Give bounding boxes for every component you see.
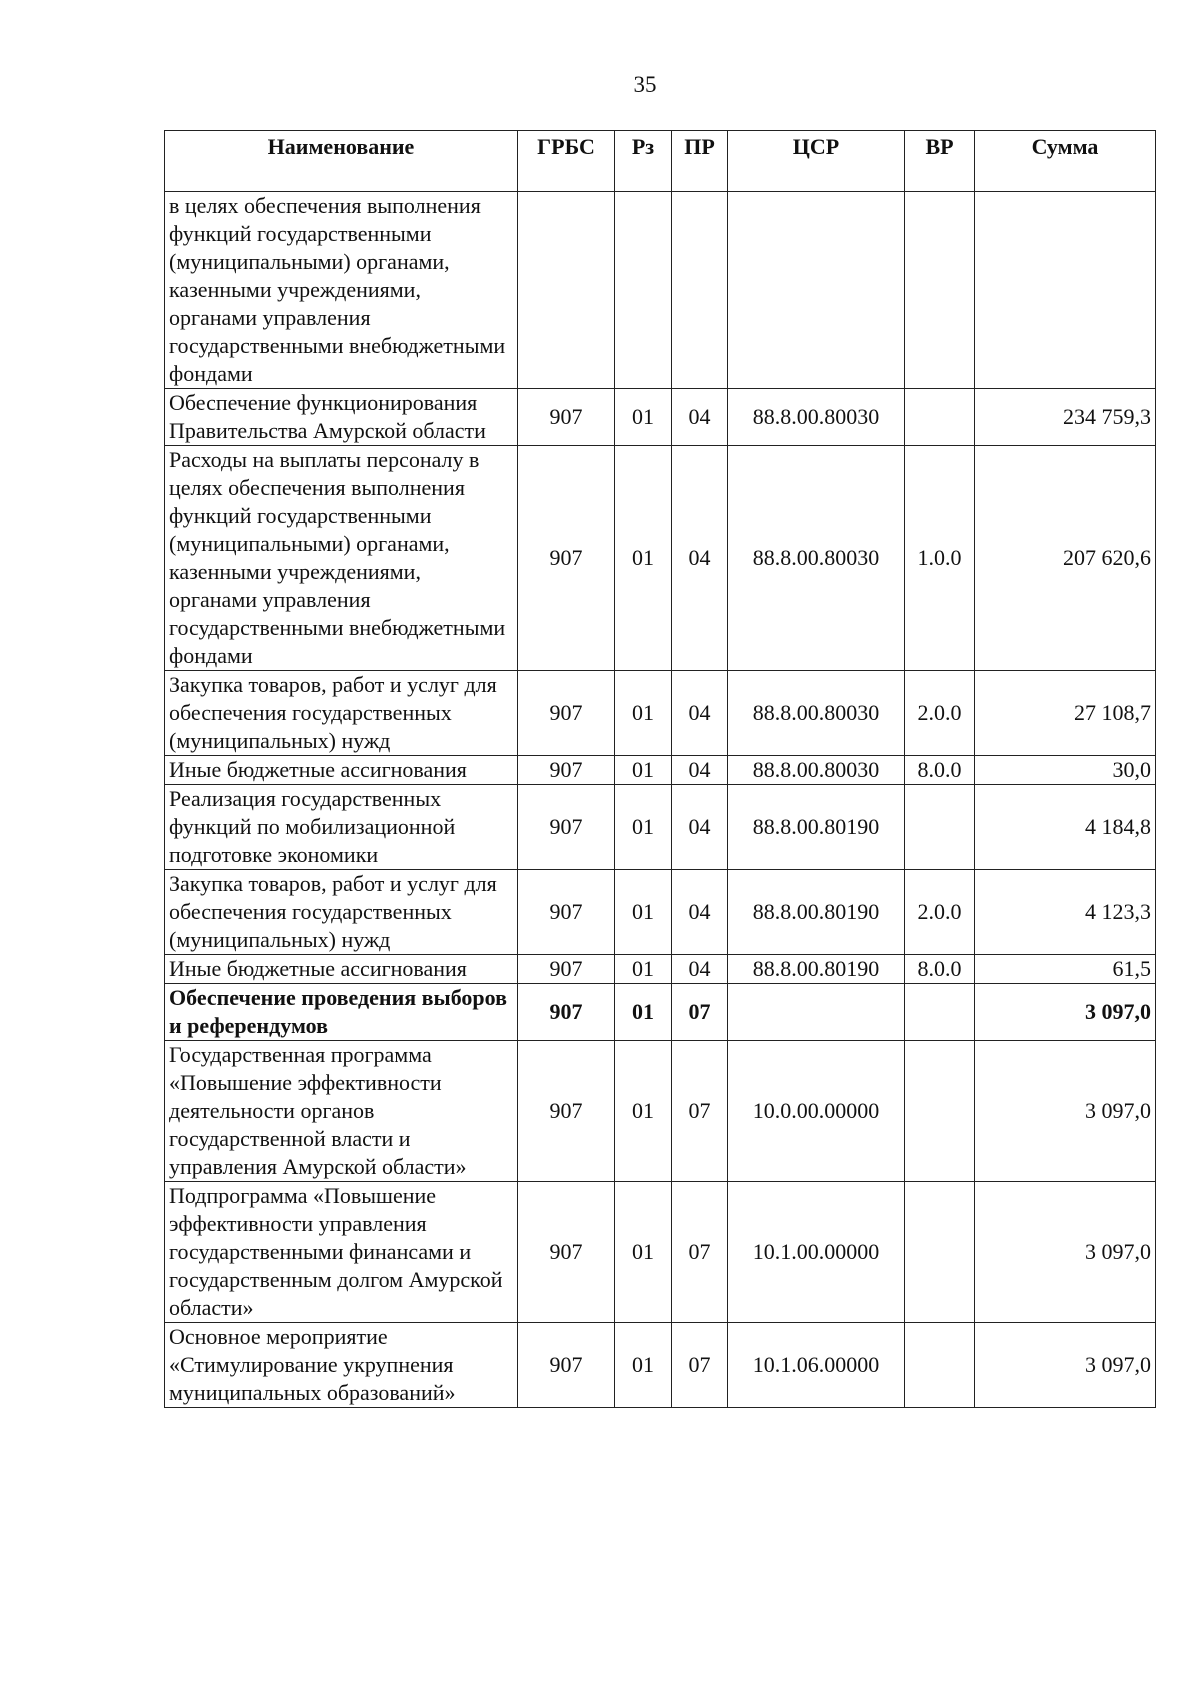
cell-vr xyxy=(905,192,975,389)
cell-vr xyxy=(905,785,975,870)
cell-grbs: 907 xyxy=(518,1041,615,1182)
cell-csr: 88.8.00.80030 xyxy=(728,389,905,446)
cell-grbs: 907 xyxy=(518,955,615,984)
cell-sum: 3 097,0 xyxy=(975,1041,1156,1182)
cell-rz: 01 xyxy=(615,785,672,870)
cell-rz xyxy=(615,192,672,389)
cell-name: Реализация государственных функций по мобилизационной подготовке экономики xyxy=(165,785,518,870)
cell-csr: 10.1.06.00000 xyxy=(728,1323,905,1408)
cell-name: Обеспечение проведения выборов и референдумов xyxy=(165,984,518,1041)
cell-pr: 04 xyxy=(672,446,728,671)
header-name: Наименование xyxy=(165,131,518,192)
cell-rz: 01 xyxy=(615,955,672,984)
cell-grbs: 907 xyxy=(518,984,615,1041)
cell-grbs: 907 xyxy=(518,870,615,955)
cell-sum: 3 097,0 xyxy=(975,1182,1156,1323)
header-sum: Сумма xyxy=(975,131,1156,192)
cell-sum: 4 123,3 xyxy=(975,870,1156,955)
cell-vr xyxy=(905,389,975,446)
cell-rz: 01 xyxy=(615,1041,672,1182)
cell-vr: 2.0.0 xyxy=(905,671,975,756)
cell-name: Государственная программа «Повышение эффективности деятельности органов государственной власти и управления Амурской области» xyxy=(165,1041,518,1182)
cell-sum: 27 108,7 xyxy=(975,671,1156,756)
cell-vr xyxy=(905,1041,975,1182)
table-row xyxy=(165,1323,1156,1408)
cell-grbs: 907 xyxy=(518,1323,615,1408)
cell-name: Иные бюджетные ассигнования xyxy=(165,756,518,785)
cell-pr: 07 xyxy=(672,1182,728,1323)
cell-sum: 61,5 xyxy=(975,955,1156,984)
cell-sum: 3 097,0 xyxy=(975,1323,1156,1408)
table-row xyxy=(165,1041,1156,1182)
cell-vr xyxy=(905,1323,975,1408)
cell-grbs: 907 xyxy=(518,756,615,785)
header-vr: ВР xyxy=(905,131,975,192)
cell-vr: 2.0.0 xyxy=(905,870,975,955)
cell-csr xyxy=(728,192,905,389)
header-pr: ПР xyxy=(672,131,728,192)
page-number: 35 xyxy=(633,72,657,97)
cell-rz: 01 xyxy=(615,389,672,446)
cell-csr: 88.8.00.80190 xyxy=(728,955,905,984)
cell-vr xyxy=(905,984,975,1041)
budget-table xyxy=(164,130,1156,1408)
cell-csr: 88.8.00.80190 xyxy=(728,785,905,870)
cell-sum: 30,0 xyxy=(975,756,1156,785)
cell-rz: 01 xyxy=(615,1182,672,1323)
cell-name: Основное мероприятие «Стимулирование укрупнения муниципальных образований» xyxy=(165,1323,518,1408)
table-row xyxy=(165,785,1156,870)
table-row xyxy=(165,192,1156,389)
table-row xyxy=(165,389,1156,446)
cell-pr: 07 xyxy=(672,1323,728,1408)
table-header-row xyxy=(165,131,1156,192)
cell-vr xyxy=(905,1182,975,1323)
cell-vr: 1.0.0 xyxy=(905,446,975,671)
cell-pr: 04 xyxy=(672,955,728,984)
cell-grbs: 907 xyxy=(518,671,615,756)
cell-rz: 01 xyxy=(615,1323,672,1408)
table-row xyxy=(165,671,1156,756)
header-grbs: ГРБС xyxy=(518,131,615,192)
cell-pr: 04 xyxy=(672,785,728,870)
cell-name: Закупка товаров, работ и услуг для обеспечения государственных (муниципальных) нужд xyxy=(165,671,518,756)
cell-vr: 8.0.0 xyxy=(905,756,975,785)
cell-csr: 88.8.00.80190 xyxy=(728,870,905,955)
cell-sum: 207 620,6 xyxy=(975,446,1156,671)
cell-pr: 04 xyxy=(672,389,728,446)
cell-pr: 07 xyxy=(672,984,728,1041)
cell-grbs: 907 xyxy=(518,446,615,671)
cell-rz: 01 xyxy=(615,984,672,1041)
cell-csr: 10.1.00.00000 xyxy=(728,1182,905,1323)
cell-sum xyxy=(975,192,1156,389)
cell-pr: 04 xyxy=(672,671,728,756)
cell-grbs: 907 xyxy=(518,389,615,446)
cell-name: Подпрограмма «Повышение эффективности управления государственными финансами и государственным долгом Амурской области» xyxy=(165,1182,518,1323)
cell-csr: 88.8.00.80030 xyxy=(728,446,905,671)
cell-name: Расходы на выплаты персоналу в целях обеспечения выполнения функций государственными (муниципальными) органами, казенными учреждениями, органами управления государственными внебюджетными фондами xyxy=(165,446,518,671)
table-row xyxy=(165,955,1156,984)
cell-csr: 88.8.00.80030 xyxy=(728,671,905,756)
cell-name: Иные бюджетные ассигнования xyxy=(165,955,518,984)
cell-csr xyxy=(728,984,905,1041)
cell-grbs: 907 xyxy=(518,1182,615,1323)
table-row xyxy=(165,756,1156,785)
cell-name: в целях обеспечения выполнения функций государственными (муниципальными) органами, казенными учреждениями, органами управления государственными внебюджетными фондами xyxy=(165,192,518,389)
cell-pr xyxy=(672,192,728,389)
cell-pr: 04 xyxy=(672,870,728,955)
cell-vr: 8.0.0 xyxy=(905,955,975,984)
cell-sum: 4 184,8 xyxy=(975,785,1156,870)
table-row xyxy=(165,1182,1156,1323)
header-csr: ЦСР xyxy=(728,131,905,192)
cell-csr: 10.0.00.00000 xyxy=(728,1041,905,1182)
cell-rz: 01 xyxy=(615,446,672,671)
cell-pr: 07 xyxy=(672,1041,728,1182)
cell-sum: 234 759,3 xyxy=(975,389,1156,446)
table-row-section xyxy=(165,984,1156,1041)
cell-name: Обеспечение функционирования Правительства Амурской области xyxy=(165,389,518,446)
cell-rz: 01 xyxy=(615,756,672,785)
cell-pr: 04 xyxy=(672,756,728,785)
header-rz: Рз xyxy=(615,131,672,192)
table-row xyxy=(165,870,1156,955)
cell-csr: 88.8.00.80030 xyxy=(728,756,905,785)
cell-grbs xyxy=(518,192,615,389)
cell-rz: 01 xyxy=(615,870,672,955)
cell-rz: 01 xyxy=(615,671,672,756)
table-row xyxy=(165,446,1156,671)
cell-sum: 3 097,0 xyxy=(975,984,1156,1041)
cell-name: Закупка товаров, работ и услуг для обеспечения государственных (муниципальных) нужд xyxy=(165,870,518,955)
cell-grbs: 907 xyxy=(518,785,615,870)
